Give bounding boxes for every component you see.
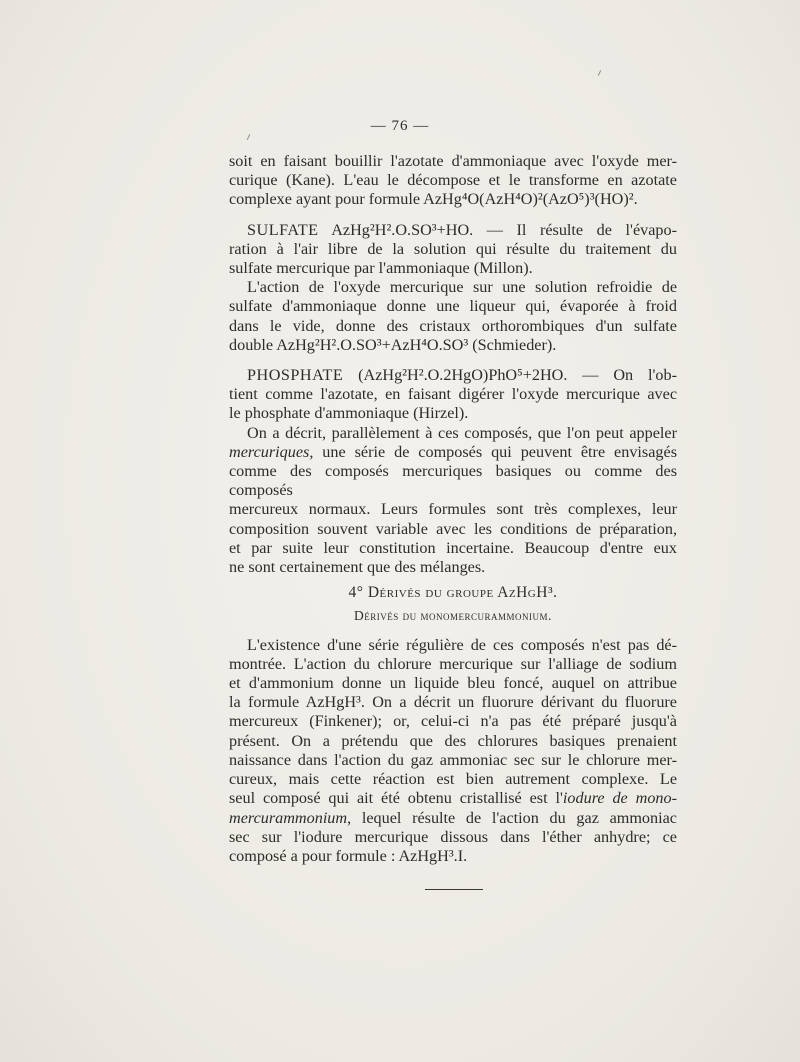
text-line: [229, 809, 677, 828]
page-number: — 76 —: [370, 118, 430, 134]
text-line: sec sur l'iodure mercurique dissous dans l'éther anhydre; ce: [229, 827, 677, 846]
text-line: [229, 424, 677, 443]
text-line: mercureux normaux. Leurs formules sont très complexes, leur: [229, 500, 677, 519]
italic-term: mercurammonium: [229, 808, 348, 827]
text-line: complexe ayant pour formule AzHg⁴O(AzH⁴O)²(AzO⁵)³(HO)².: [229, 190, 638, 209]
paragraph-monomercurammonium: [229, 636, 677, 866]
text-line: [229, 221, 677, 240]
text-line: cureux, mais cette réaction est bien autrement complexe. Le: [229, 770, 677, 789]
italic-term: mercuriques: [229, 442, 310, 461]
section-heading-text: 4° Dérivés du groupe AzHgH³.: [348, 584, 558, 602]
text-run: , lequel résulte de l'action du gaz ammoniac: [347, 808, 677, 827]
phosphate-term: PHOSPHATE: [247, 366, 344, 385]
text-run: L'action de l'oxyde mercurique sur une solution refroidie de: [247, 278, 677, 297]
text-run: On a décrit, parallèlement à ces composés, que l'on peut appeler: [247, 423, 677, 442]
text-line: montrée. L'action du chlorure mercurique sur l'alliage de sodium: [229, 654, 677, 673]
text-line: et d'ammonium donne un liquide bleu foncé, auquel on attribue: [229, 674, 677, 693]
text-run: , une série de composés qui peuvent être envisagés: [309, 442, 677, 461]
text-line: sulfate mercurique par l'ammoniaque (Millon).: [229, 259, 533, 278]
text-run: AzHg²H².O.SO³+HO. — Il résulte de l'évapo-: [318, 220, 677, 239]
section-subheading: [229, 606, 677, 625]
paragraph-sulfate-double: [229, 278, 677, 355]
text-line: ration à l'air libre de la solution qui résulte du traitement du: [229, 239, 677, 258]
text-line: composé a pour formule : AzHgH³.I.: [229, 846, 468, 865]
text-line: tient comme l'azotate, en faisant digérer l'oxyde mercurique avec: [229, 385, 677, 404]
section-subheading-text: Dérivés du monomercurammonium.: [354, 608, 552, 624]
text-run: L'existence d'une série régulière de ces composés n'est pas dé-: [247, 635, 677, 654]
text-line: comme des composés mercuriques basiques ou comme des composés: [229, 462, 677, 500]
sulfate-term: SULFATE: [247, 220, 319, 239]
paragraph-mercuriques: [229, 424, 677, 578]
text-line: présent. On a prétendu que des chlorures basiques prenaient: [229, 731, 677, 750]
text-line: dans le vide, donne des cristaux orthorombiques d'un sulfate: [229, 316, 677, 335]
text-line: ne sont certainement que des mélanges.: [229, 558, 486, 577]
text-line: le phosphate d'ammoniaque (Hirzel).: [229, 404, 469, 423]
text-line: sulfate d'ammoniaque donne une liqueur qui, évaporée à froid: [229, 297, 677, 316]
text-line: [229, 443, 677, 462]
text-line: curique (Kane). L'eau le décompose et le transforme en azotate: [229, 171, 677, 190]
text-run: (AzHg²H².O.2HgO)PhO⁵+2HO. — On l'ob-: [343, 366, 677, 385]
italic-term: iodure de mono-: [562, 789, 677, 808]
text-line: mercureux (Finkener); or, celui-ci n'a pas été préparé jusqu'à: [229, 712, 677, 731]
text-line: [229, 789, 677, 808]
text-run: seul composé qui ait été obtenu cristallisé est l': [229, 789, 563, 808]
paragraph-sulfate: [229, 221, 677, 279]
text-line: double AzHg²H².O.SO³+AzH⁴O.SO³ (Schmieder).: [229, 335, 557, 354]
section-heading: [229, 583, 677, 602]
text-line: [229, 636, 677, 655]
paragraph-azotate-end: [229, 152, 677, 210]
body-text: [229, 152, 677, 866]
text-line: naissance dans l'action du gaz ammoniac sec sur le chlorure mer-: [229, 750, 677, 769]
text-line: la formule AzHgH³. On a décrit un fluorure dérivant du fluorure: [229, 693, 677, 712]
text-line: [229, 366, 677, 385]
paper-speck: [598, 70, 601, 76]
text-line: soit en faisant bouillir l'azotate d'ammoniaque avec l'oxyde mer-: [229, 152, 677, 170]
text-line: [229, 278, 677, 297]
text-line: composition souvent variable avec les conditions de préparation,: [229, 519, 677, 538]
text-line: et par suite leur constitution incertaine. Beaucoup d'entre eux: [229, 538, 677, 557]
paragraph-phosphate: [229, 366, 677, 424]
closing-rule: [425, 889, 483, 890]
